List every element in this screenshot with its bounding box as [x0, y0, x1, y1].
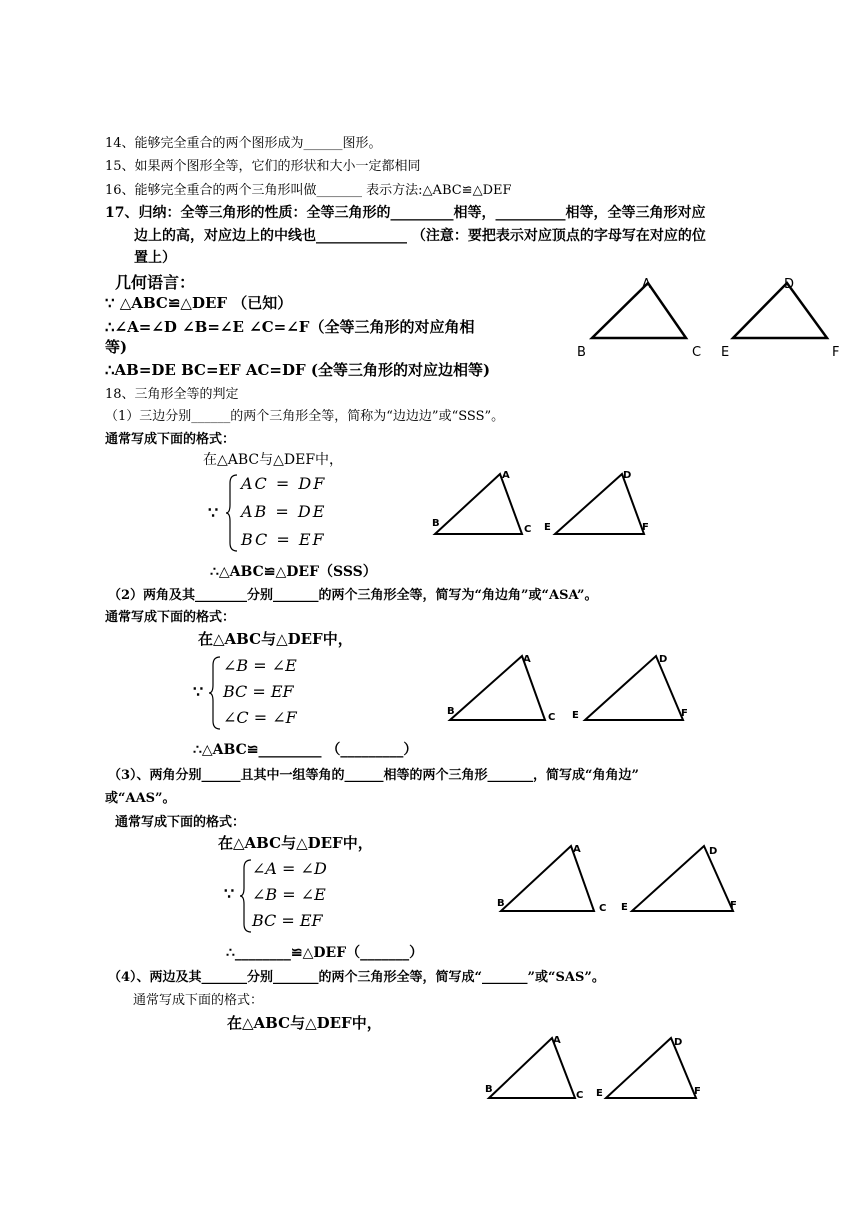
triangle-def [606, 1038, 696, 1098]
sas-title: （4）、两边及其_______分别_______的两个三角形全等，简写成“_______”或“SAS”。 [108, 970, 605, 985]
triangle-pair-asa [445, 650, 700, 730]
label-D: D [659, 654, 668, 665]
format-note-1: 通常写成下面的格式： [105, 432, 236, 447]
label-D: D [674, 1037, 683, 1048]
aas-cond-2: ∠B = ∠E [252, 885, 326, 904]
label-F: F [681, 708, 688, 719]
geo-line-2: ∴∠A=∠D ∠B=∠E ∠C=∠F（全等三角形的对应角相 [105, 318, 475, 336]
label-E: E [621, 902, 628, 913]
aas-cond-3: BC = EF [252, 911, 323, 930]
sss-cond-3: BC = EF [241, 530, 326, 549]
geo-title: 几何语言： [115, 273, 196, 292]
triangle-pair-top [575, 274, 845, 364]
label-C: C [576, 1090, 584, 1101]
asa-cond-3: ∠C = ∠F [223, 708, 297, 727]
asa-cond-1: ∠B = ∠E [223, 656, 297, 675]
format-note-3: 通常写成下面的格式： [115, 815, 246, 830]
triangle-abc [501, 846, 594, 911]
brace-1 [225, 473, 239, 553]
aas-title: （3）、两角分别______且其中一组等角的______相等的两个三角形_______，简写成“角角边” [108, 768, 640, 783]
label-A: A [502, 470, 510, 481]
sss-conclusion: ∴△ABC≌△DEF（SSS） [210, 564, 377, 580]
sss-title: （1）三边分别______的两个三角形全等，简称为“边边边”或“SSS”。 [105, 409, 505, 424]
aas-cond-1: ∠A = ∠D [252, 859, 327, 878]
triangle-pair-sss [430, 468, 660, 543]
label-B: B [485, 1084, 493, 1095]
sas-intro: 在△ABC与△DEF中， [227, 1014, 382, 1032]
label-D: D [784, 277, 795, 292]
label-F: F [642, 522, 649, 533]
geo-line-3: 等) [105, 338, 128, 356]
triangle-pair-sas [483, 1032, 708, 1104]
label-A: A [523, 654, 531, 665]
label-E: E [596, 1088, 603, 1099]
triangle-abc [435, 474, 522, 534]
line-17c: 置上） [134, 250, 176, 266]
triangle-def [632, 846, 733, 911]
label-E: E [721, 345, 730, 360]
because-sign-2: ∵ [193, 682, 204, 701]
triangle-abc [592, 283, 686, 338]
triangle-abc [450, 656, 545, 720]
line-14: 14、能够完全重合的两个图形成为______图形。 [105, 136, 382, 151]
geo-line-1: ∵ △ABC≌△DEF （已知） [105, 294, 293, 312]
line-17a: 17、归纳：全等三角形的性质：全等三角形的_________相等，__________相等，全等三角形对应 [105, 205, 706, 221]
line-17b: 边上的高，对应边上的中线也_____________ （注意：要把表示对应顶点的字母写在对应的位 [134, 228, 706, 244]
label-A: A [642, 277, 651, 292]
geo-line-4: ∴AB=DE BC=EF AC=DF (全等三角形的对应边相等) [105, 361, 491, 379]
label-C: C [524, 524, 532, 535]
label-A: A [553, 1035, 561, 1046]
because-sign-1: ∵ [208, 503, 219, 522]
label-B: B [577, 345, 586, 360]
aas-conclusion: ∴________≌△DEF（_______） [226, 945, 424, 961]
label-F: F [730, 900, 737, 911]
because-sign-3: ∵ [224, 884, 235, 903]
triangle-pair-aas [495, 840, 750, 920]
label-D: D [623, 470, 632, 481]
line-18: 18、三角形全等的判定 [105, 387, 239, 402]
format-note-2: 通常写成下面的格式： [105, 610, 236, 625]
label-E: E [544, 522, 551, 533]
label-A: A [573, 844, 581, 855]
format-note-4: 通常写成下面的格式： [133, 993, 264, 1008]
label-B: B [497, 898, 505, 909]
label-C: C [548, 712, 556, 723]
sss-cond-1: AC = DF [241, 474, 327, 493]
brace-3 [239, 858, 253, 934]
line-15: 15、如果两个图形全等，它们的形状和大小一定都相同 [105, 159, 421, 174]
asa-conclusion: ∴△ABC≌_________ （_________） [193, 742, 418, 758]
label-F: F [694, 1086, 701, 1097]
asa-cond-2: BC = EF [223, 682, 294, 701]
label-F: F [832, 345, 840, 360]
label-C: C [599, 903, 607, 914]
label-E: E [572, 710, 579, 721]
triangle-abc [489, 1038, 575, 1098]
triangle-def [585, 656, 683, 720]
asa-intro: 在△ABC与△DEF中， [198, 630, 353, 648]
aas-intro: 在△ABC与△DEF中， [218, 834, 373, 852]
triangle-def [733, 283, 827, 338]
asa-title: （2）两角及其________分别_______的两个三角形全等，简写为“角边角”或“ASA”。 [108, 588, 598, 603]
line-16: 16、能够完全重合的两个三角形叫做_______ 表示方法:△ABC≌△DEF [105, 183, 512, 198]
triangle-def [555, 474, 644, 534]
brace-2 [208, 655, 222, 731]
label-C: C [692, 345, 702, 360]
sss-intro: 在△ABC与△DEF中， [203, 452, 344, 468]
aas-title-2: 或“AAS”。 [105, 791, 176, 806]
sss-cond-2: AB = DE [241, 502, 327, 521]
label-B: B [447, 706, 455, 717]
label-B: B [432, 518, 440, 529]
label-D: D [709, 846, 718, 857]
